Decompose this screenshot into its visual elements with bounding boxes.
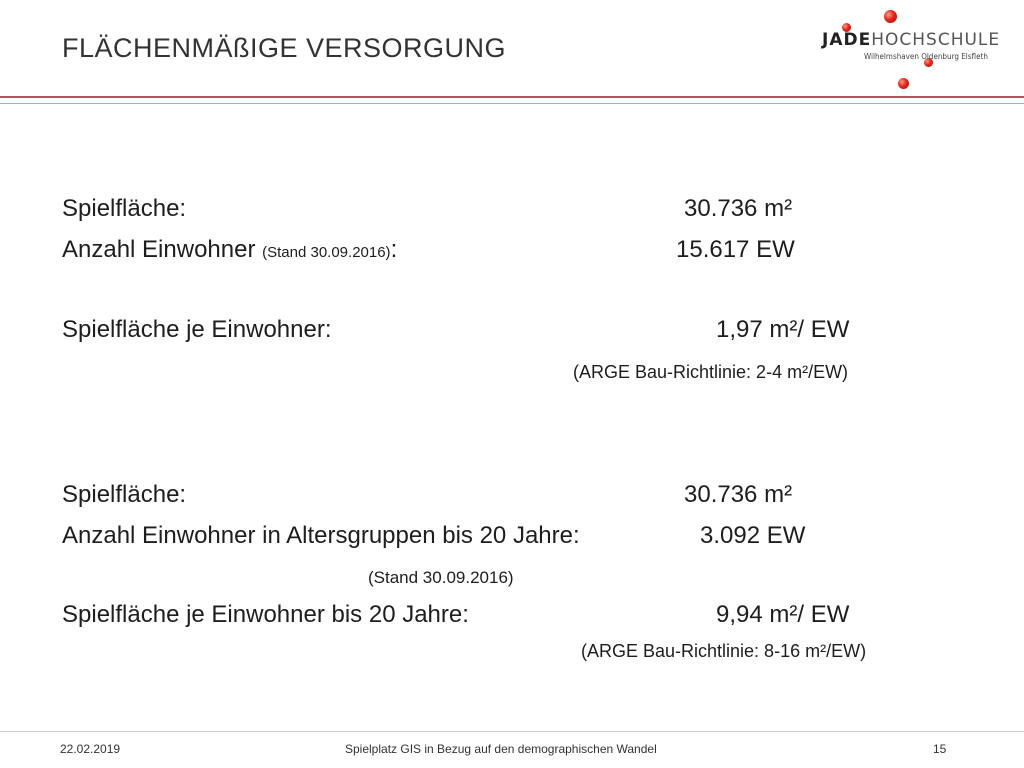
per-resident-value-2: 9,94 m²/ EW — [716, 601, 850, 628]
logo-brand-jade: JADE — [822, 30, 872, 50]
residents-label-text: Anzahl Einwohner — [62, 236, 263, 263]
per-resident-label-2: Spielfläche je Einwohner bis 20 Jahre: — [62, 601, 469, 628]
per-resident-label-1: Spielfläche je Einwohner: — [62, 316, 332, 343]
jade-hochschule-logo — [818, 8, 1018, 88]
slide-title: FLÄCHENMÄßIGE VERSORGUNG — [62, 33, 507, 63]
area-label-2: Spielfläche: — [62, 481, 187, 508]
area-value-1: 30.736 m² — [684, 195, 793, 222]
page-number: 15 — [933, 742, 947, 756]
per-resident-value-1: 1,97 m²/ EW — [716, 316, 850, 343]
footer-date: 22.02.2019 — [60, 742, 121, 756]
residents-value-1: 15.617 EW — [676, 236, 795, 263]
area-label-1: Spielfläche: — [62, 195, 187, 222]
residents-stand: (Stand 30.09.2016) — [262, 244, 391, 261]
residents-colon: : — [390, 236, 398, 263]
residents-value-2: 3.092 EW — [700, 522, 806, 549]
logo-wordmark — [822, 30, 1000, 50]
footer-rule — [0, 731, 1024, 732]
area-value-2: 30.736 m² — [684, 481, 793, 508]
residents-label-1 — [62, 236, 397, 264]
header-rule-thin — [0, 103, 1024, 104]
logo-subtitle: Wilhelmshaven Oldenburg Elsfleth — [864, 52, 988, 61]
guideline-1: (ARGE Bau-Richtlinie: 2-4 m²/EW) — [573, 362, 849, 382]
header-rule — [0, 96, 1024, 98]
logo-dot-1 — [884, 10, 897, 23]
footer-caption: Spielplatz GIS in Bezug auf den demographischen Wandel — [345, 742, 657, 756]
residents-label-2: Anzahl Einwohner in Altersgruppen bis 20 Jahre: — [62, 522, 580, 549]
logo-dot-4 — [898, 78, 909, 89]
stand-2: (Stand 30.09.2016) — [368, 568, 514, 587]
guideline-2: (ARGE Bau-Richtlinie: 8-16 m²/EW) — [581, 641, 867, 661]
logo-brand-hochschule: HOCHSCHULE — [871, 30, 1001, 50]
